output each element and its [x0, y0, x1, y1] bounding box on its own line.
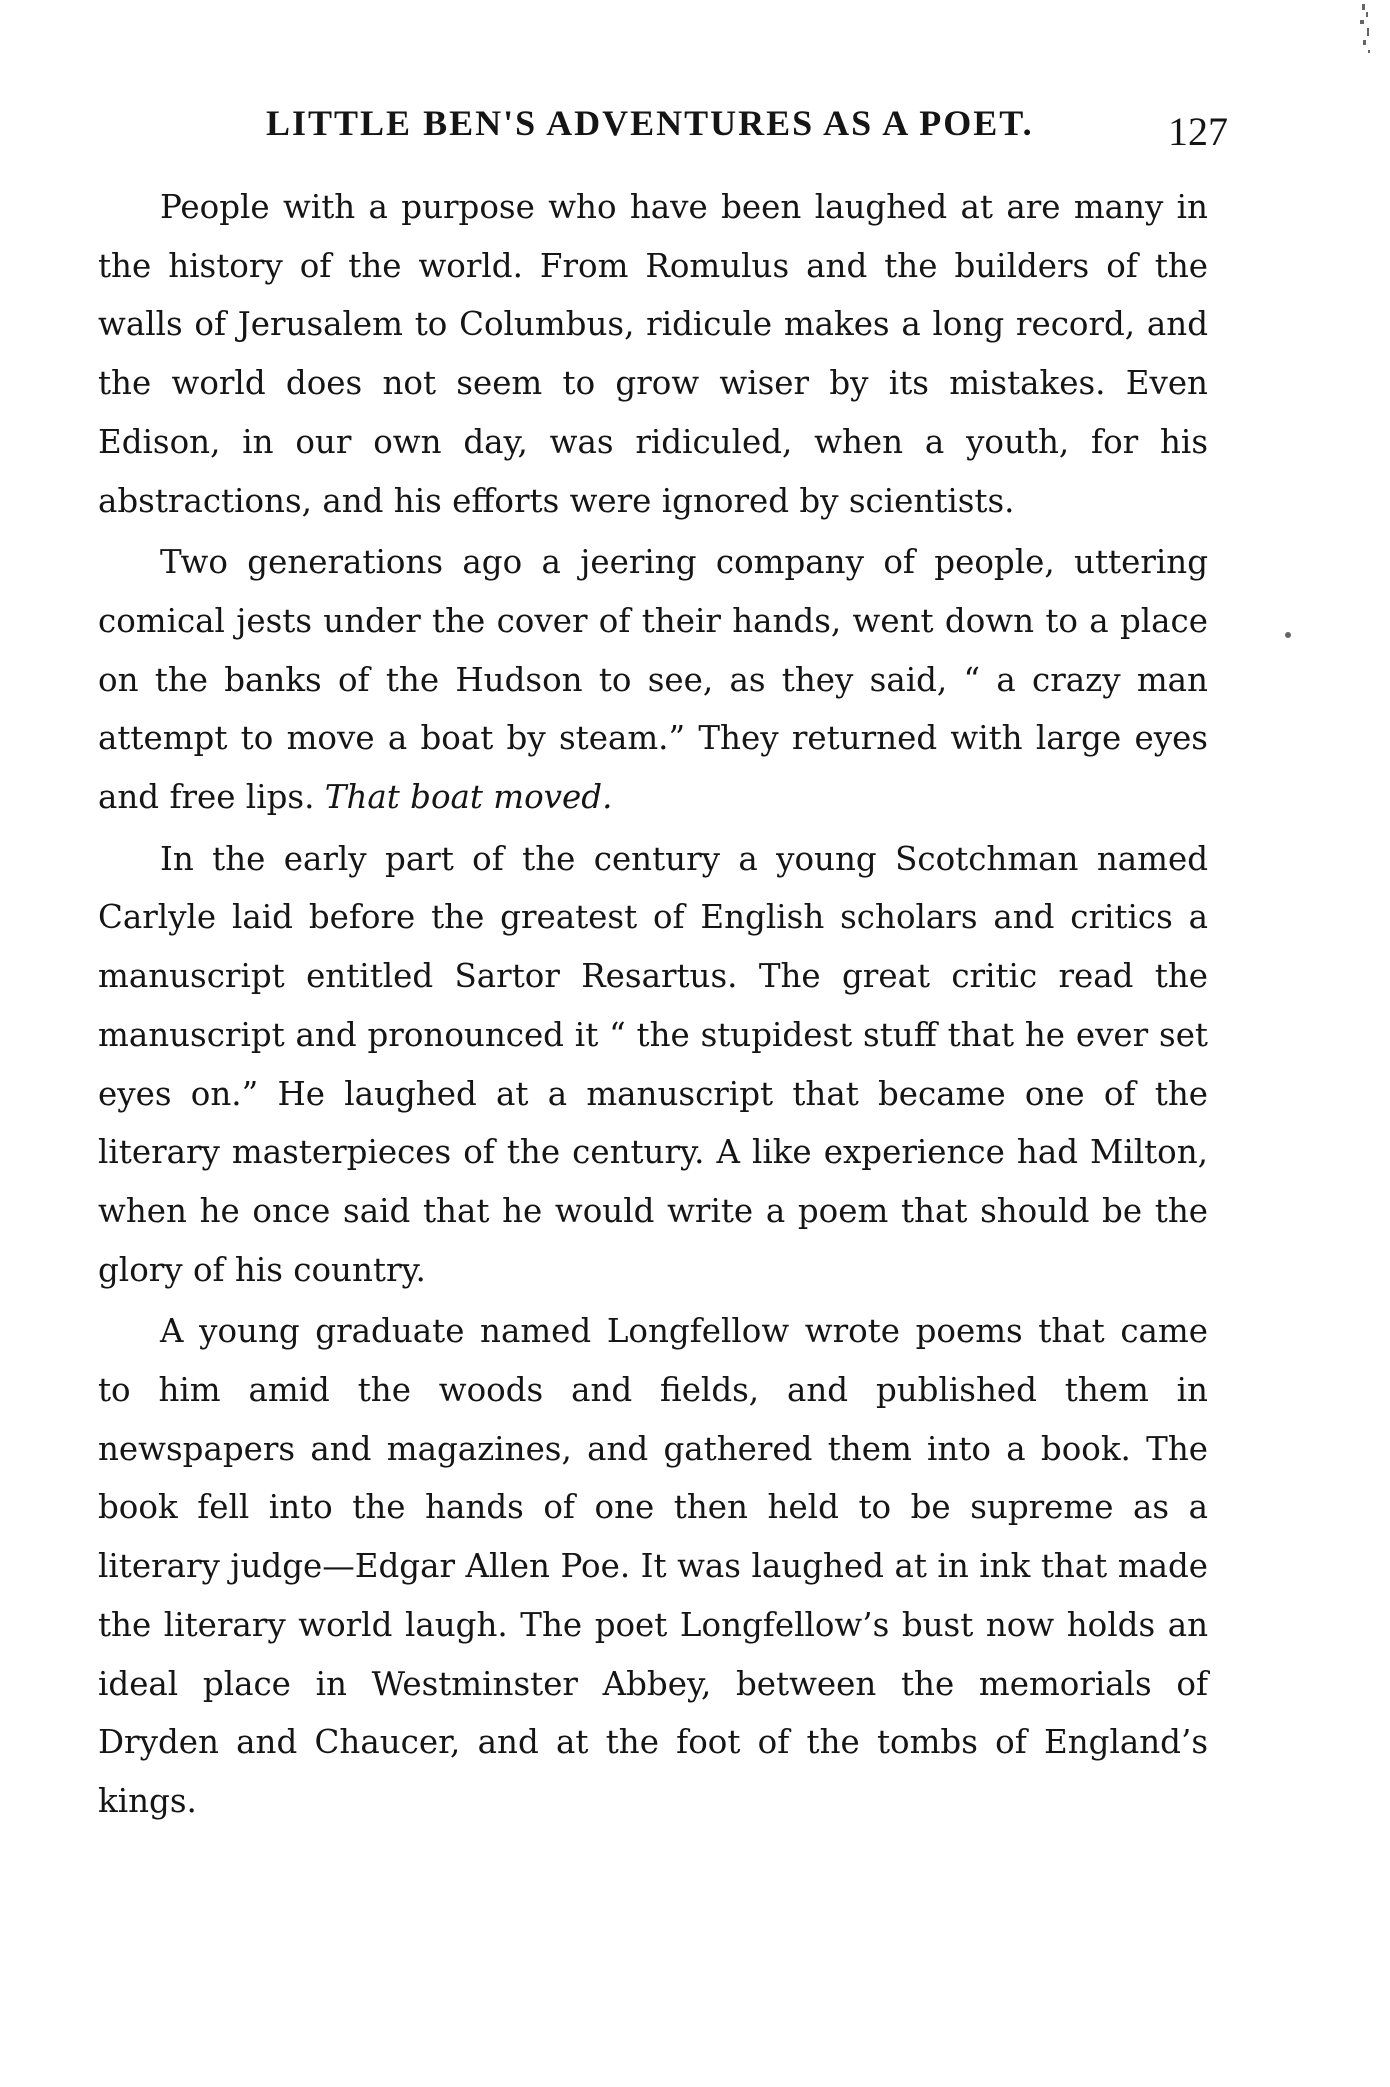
paragraph-2-text: Two generations ago a jeering company of people, uttering comical jests under the cover of their hands, went down to a place on the banks of the Hudson to see, as they said, “ a crazy man attempt to move a boat by steam.” They returned with large eyes and free lips. — [98, 543, 1208, 817]
page-number: 127 — [1168, 109, 1228, 154]
running-title: LITTLE BEN'S ADVENTURES AS A POET. — [266, 103, 1034, 143]
paragraph-2-emphasis: That boat moved. — [324, 778, 613, 817]
paragraph-3-text: In the early part of the century a young Scotchman named Carlyle laid before the greatest of English scholars and critics a manuscript entitled Sartor Resartus. The great critic read the manuscript and pronounced it “ the stupidest stuff that he ever set eyes on.” He laughed at a manuscript that became one of the literary masterpieces of the century. A like experience had Milton, when he once said that he would write a poem that should be the glory of his country. — [98, 839, 1208, 1289]
paragraph-1-text: People with a purpose who have been laughed at are many in the history of the world. From Romulus and the builders of the walls of Jerusalem to Columbus, ridicule makes a long record, and the world does not seem to grow wiser by its mistakes. Even Edison, in our own day, was ridiculed, when a youth, for his abstractions, and his efforts were ignored by scientists. — [98, 188, 1208, 520]
paragraph-4-text: A young graduate named Longfellow wrote poems that came to him amid the woods and fields, and published them in newspapers and magazines, and gathered them into a book. The book fell into the hands of one then held to be supreme as a literary judge—Edgar Allen Poe. It was laughed at in ink that made the literary world laugh. The poet Longfellow’s bust now holds an ideal place in Westminster Abbey, between the memorials of Dryden and Chaucer, and at the foot of the tombs of England’s kings. — [98, 1312, 1208, 1820]
